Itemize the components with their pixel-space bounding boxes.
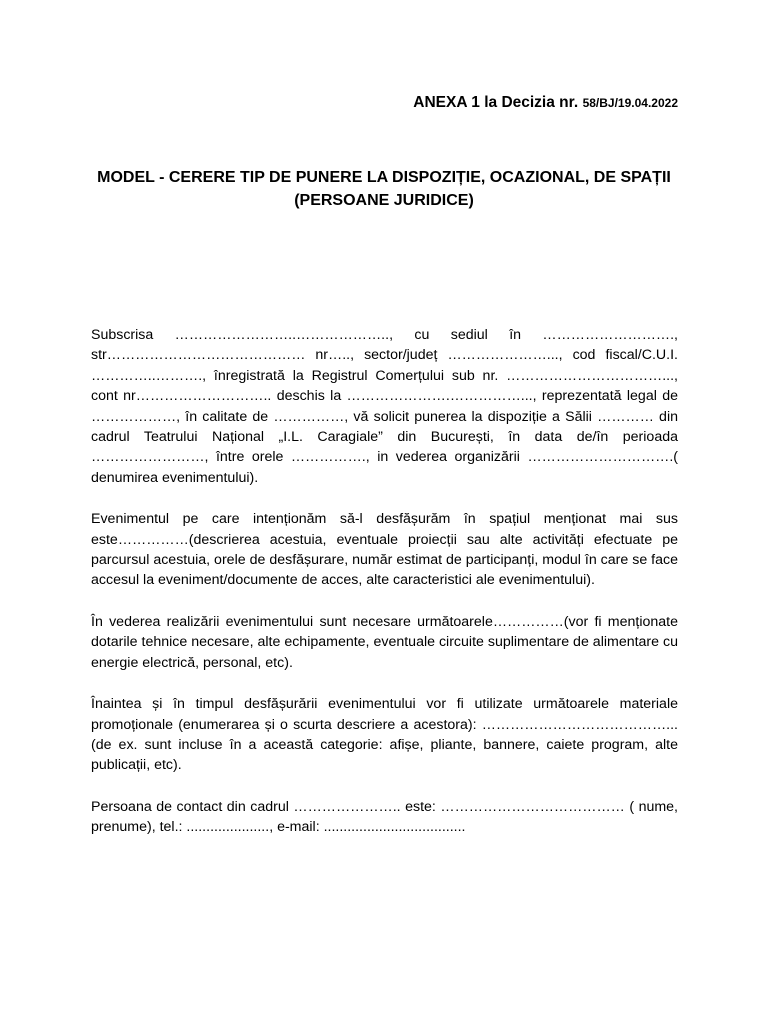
annex-header: [413, 93, 678, 113]
annex-label: ANEXA 1 la Decizia nr.: [413, 94, 579, 111]
decision-number: 58/BJ/19.04.2022: [582, 96, 678, 110]
paragraph-contact-person: Persoana de contact din cadrul ………………….. este: ………………………………… ( nume, prenume), tel.: ....................., e-mail: ....................................: [91, 798, 678, 836]
paragraph-promotional-materials: Înaintea și în timpul desfășurării evenimentului vor fi utilizate următoarele materiale promoționale (enumerarea și o scurta descriere a acestora): …………………………………... (de ex. sunt incluse în a această categorie: afișe, pliante, bannere, caiete program, alte publicații, etc).: [91, 696, 678, 774]
paragraph-event-description: Evenimentul pe care intenționăm să-l desfășurăm în spațiul menționat mai sus este……………(descrierea acestuia, eventuale proiecții sau alte activități efectuate pe parcursul acestuia, orele de desfășurare, număr estimat de participanți, modul în care se face accesul la eveniment/documente de acces, alte caracteristici ale evenimentului).: [91, 511, 678, 589]
paragraph-applicant: Subscrisa ……………………..……………….., cu sediul în ………………………., str…………………………………… nr….., sector/județ …………………..., cod fiscal/C.U.I. …………..………., înregistrată la Registrul Comerțului sub nr. ……………………………..., cont nr……………………….. deschis la ………………….……………..., reprezentată legal de ………………, în calitate de ……………, vă solicit punerea la dispoziție a Sălii ………… din cadrul Teatrului Național „I.L. Caragiale” din București, în data de/în perioada ……………………, între orele ……………., in vederea organizării ………………………….( denumirea evenimentului).: [91, 327, 678, 486]
document-title: MODEL - CERERE TIP DE PUNERE LA DISPOZIȚIE, OCAZIONAL, DE SPAȚII (PERSOANE JURIDICE): [97, 169, 671, 209]
document-body: [91, 325, 678, 859]
paragraph-requirements: În vederea realizării evenimentului sunt necesare următoarele……………(vor fi menționate dotarile tehnice necesare, alte echipamente, eventuale circuite suplimentare de alimentare cu energie electrică, personal, etc).: [91, 613, 678, 671]
